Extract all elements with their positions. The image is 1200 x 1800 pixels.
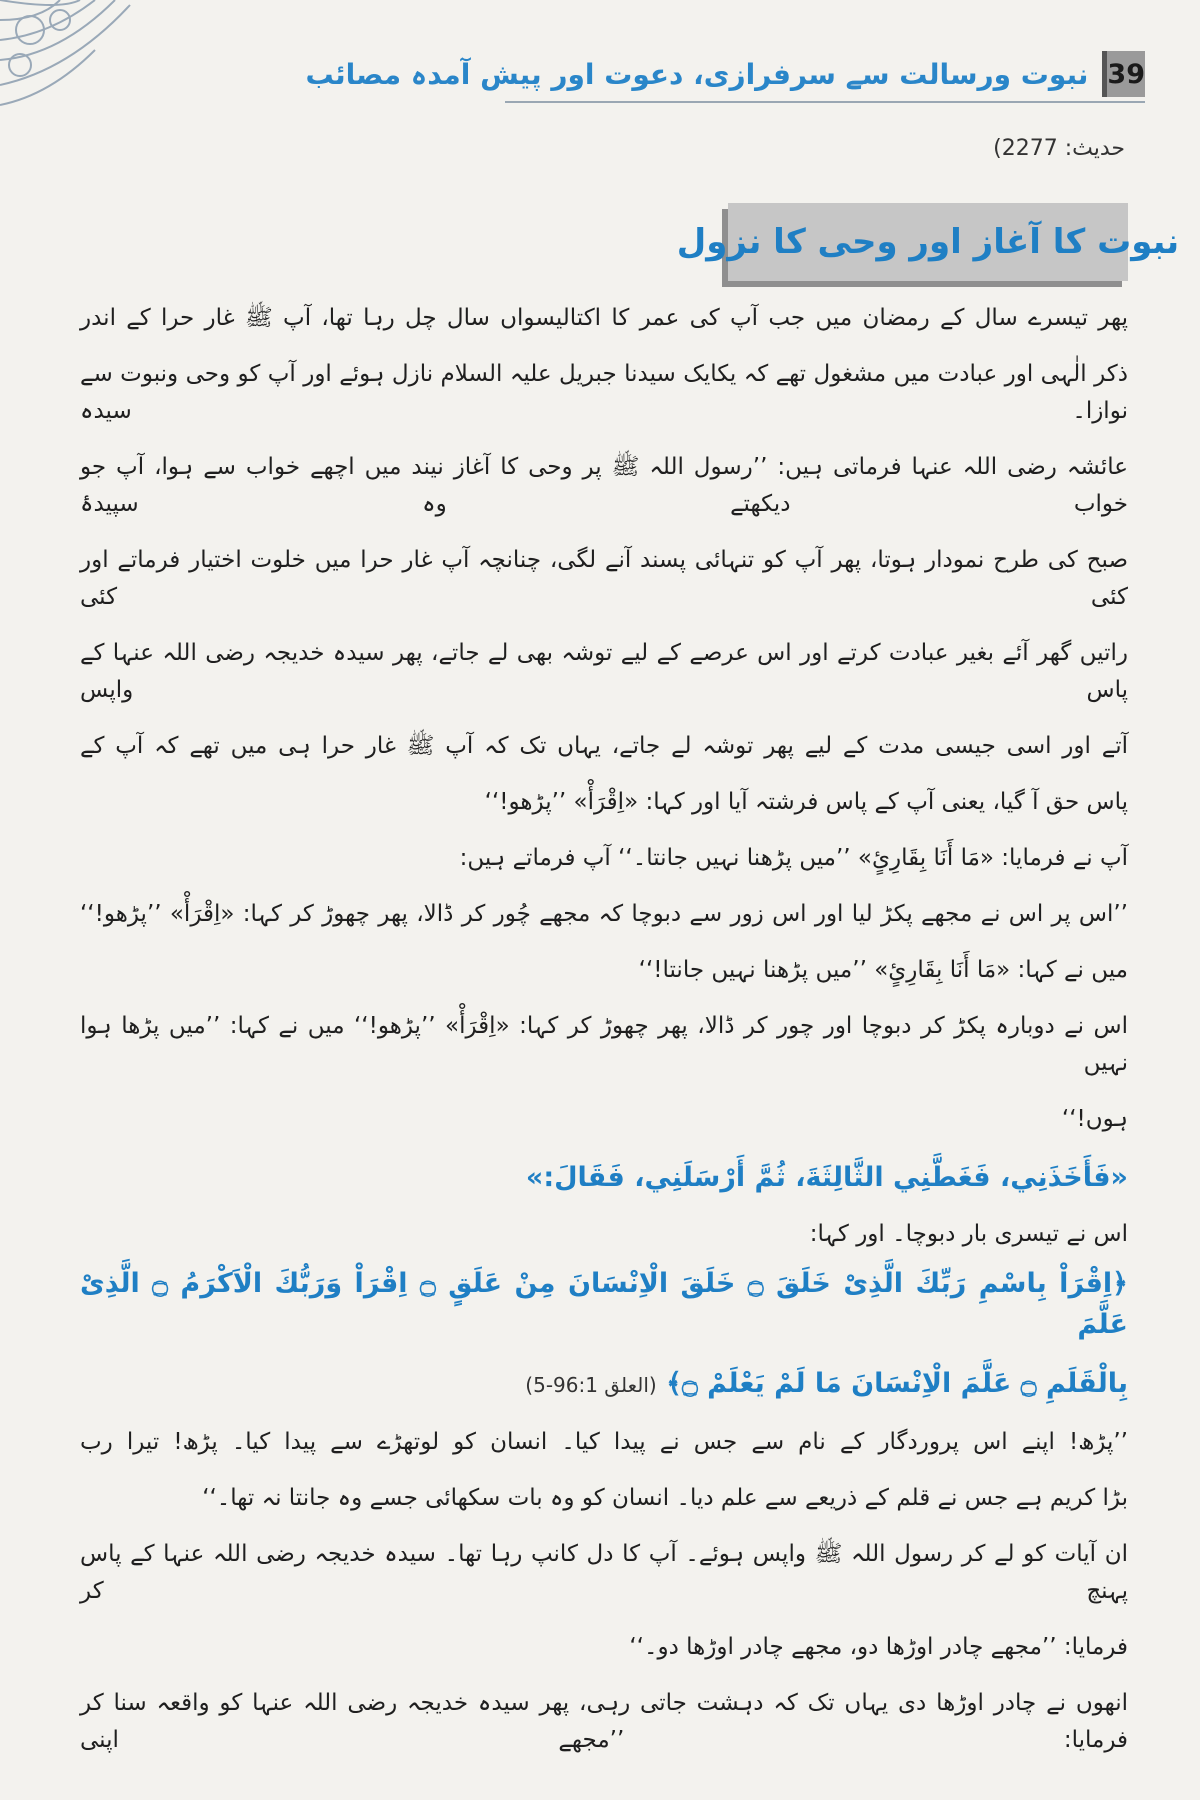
text-line: اس نے تیسری بار دبوچا۔ اور کہا:	[809, 1221, 1128, 1247]
verse-reference: (العلق 96:1-5)	[525, 1373, 657, 1397]
header-rule	[505, 101, 1145, 103]
section-heading: نبوت کا آغاز اور وحی کا نزول	[676, 222, 1180, 262]
text-line: پھر تیسرے سال کے رمضان میں جب آپ کی عمر کا اکتالیسواں سال چل رہا تھا، آپ ﷺ غار حرا کے اندر	[80, 305, 1128, 331]
text-line: راتیں گھر آئے بغیر عبادت کرتے اور اس عرصے کے لیے توشہ بھی لے جاتے، پھر سیدہ خدیجہ رضی اللہ عنہا کے پاس واپس	[80, 640, 1128, 703]
body-text	[80, 300, 1128, 1778]
text-line: ’’پڑھ! اپنے اس پروردگار کے نام سے جس نے پیدا کیا۔ انسان کو لوتھڑے سے پیدا کیا۔ پڑھ! تیرا رب	[80, 1429, 1128, 1455]
text-line: ان آیات کو لے کر رسول اللہ ﷺ واپس ہوئے۔ آپ کا دل کانپ رہا تھا۔ سیدہ خدیجہ رضی اللہ عنہا کے پاس پہنچ کر	[80, 1541, 1128, 1604]
quran-verse-line: ﴿اِقْرَاْ بِاسْمِ رَبِّكَ الَّذِیْ خَلَقَ ۝ خَلَقَ الْاِنْسَانَ مِنْ عَلَقٍ ۝ اِقْرَاْ وَرَبُّكَ الْاَكْرَمُ ۝ الَّذِیْ عَلَّمَ	[80, 1268, 1128, 1340]
hadith-reference: حدیث: 2277)	[993, 136, 1125, 161]
text-line: پاس حق آ گیا، یعنی آپ کے پاس فرشتہ آیا اور کہا: «اِقْرَأْ» ’’پڑھو!‘‘	[484, 789, 1128, 815]
text-line: آپ نے فرمایا: «مَا أَنَا بِقَارِئٍ» ’’میں پڑھنا نہیں جانتا۔‘‘ آپ فرماتے ہیں:	[459, 845, 1128, 871]
corner-ornament	[0, 0, 150, 120]
text-line: آتے اور اسی جیسی مدت کے لیے پھر توشہ لے جاتے، یہاں تک کہ آپ ﷺ غار حرا ہی میں تھے کہ آپ کے	[80, 733, 1128, 759]
text-line: بڑا کریم ہے جس نے قلم کے ذریعے سے علم دیا۔ انسان کو وہ بات سکھائی جسے وہ جانتا نہ تھا۔‘‘	[202, 1485, 1128, 1511]
running-title: نبوت ورسالت سے سرفرازی، دعوت اور پیش آمدہ مصائب	[305, 57, 1089, 91]
text-line: ہوں!‘‘	[1061, 1106, 1128, 1132]
quran-verse-line: بِالْقَلَمِ ۝ عَلَّمَ الْاِنْسَانَ مَا لَمْ یَعْلَمْ ۝﴾	[666, 1368, 1128, 1399]
page-header	[305, 48, 1145, 100]
text-line: انھوں نے چادر اوڑھا دی یہاں تک کہ دہشت جاتی رہی، پھر سیدہ خدیجہ رضی اللہ عنہا کو واقعہ سنا کر فرمایا: ’’مجھے اپنی	[80, 1690, 1128, 1753]
text-line: ’’اس پر اس نے مجھے پکڑ لیا اور اس زور سے دبوچا کہ مجھے چُور کر ڈالا، پھر چھوڑ کر کہا: «اِقْرَأْ» ’’پڑھو!‘‘	[80, 901, 1128, 927]
text-line: میں نے کہا: «مَا أَنَا بِقَارِئٍ» ’’میں پڑھنا نہیں جانتا!‘‘	[638, 957, 1128, 983]
section-heading-box	[676, 203, 1180, 281]
text-line: اس نے دوبارہ پکڑ کر دبوچا اور چور کر ڈالا، پھر چھوڑ کر کہا: «اِقْرَأْ» ’’پڑھو!‘‘ میں نے کہا: ’’میں پڑھا ہوا نہیں	[80, 1013, 1128, 1076]
arabic-hadith-text: «فَأَخَذَنِي، فَغَطَّنِي الثَّالِثَةَ، ثُمَّ أَرْسَلَنِي، فَقَالَ:»	[525, 1162, 1128, 1193]
text-line: عائشہ رضی اللہ عنہا فرماتی ہیں: ’’رسول اللہ ﷺ پر وحی کا آغاز نیند میں اچھے خواب سے ہوا، آپ جو خواب دیکھتے وہ سپیدۂ	[80, 454, 1128, 517]
text-line: فرمایا: ’’مجھے چادر اوڑھا دو، مجھے چادر اوڑھا دو۔‘‘	[629, 1634, 1128, 1660]
text-line: ذکر الٰہی اور عبادت میں مشغول تھے کہ یکایک سیدنا جبریل علیہ السلام نازل ہوئے اور آپ کو وحی ونبوت سے نوازا۔ سیدہ	[80, 361, 1129, 424]
text-line: صبح کی طرح نمودار ہوتا، پھر آپ کو تنہائی پسند آنے لگی، چنانچہ آپ غار حرا میں خلوت اختیار فرماتے اور کئی کئی	[80, 547, 1128, 610]
page-number: 39	[1102, 51, 1145, 97]
